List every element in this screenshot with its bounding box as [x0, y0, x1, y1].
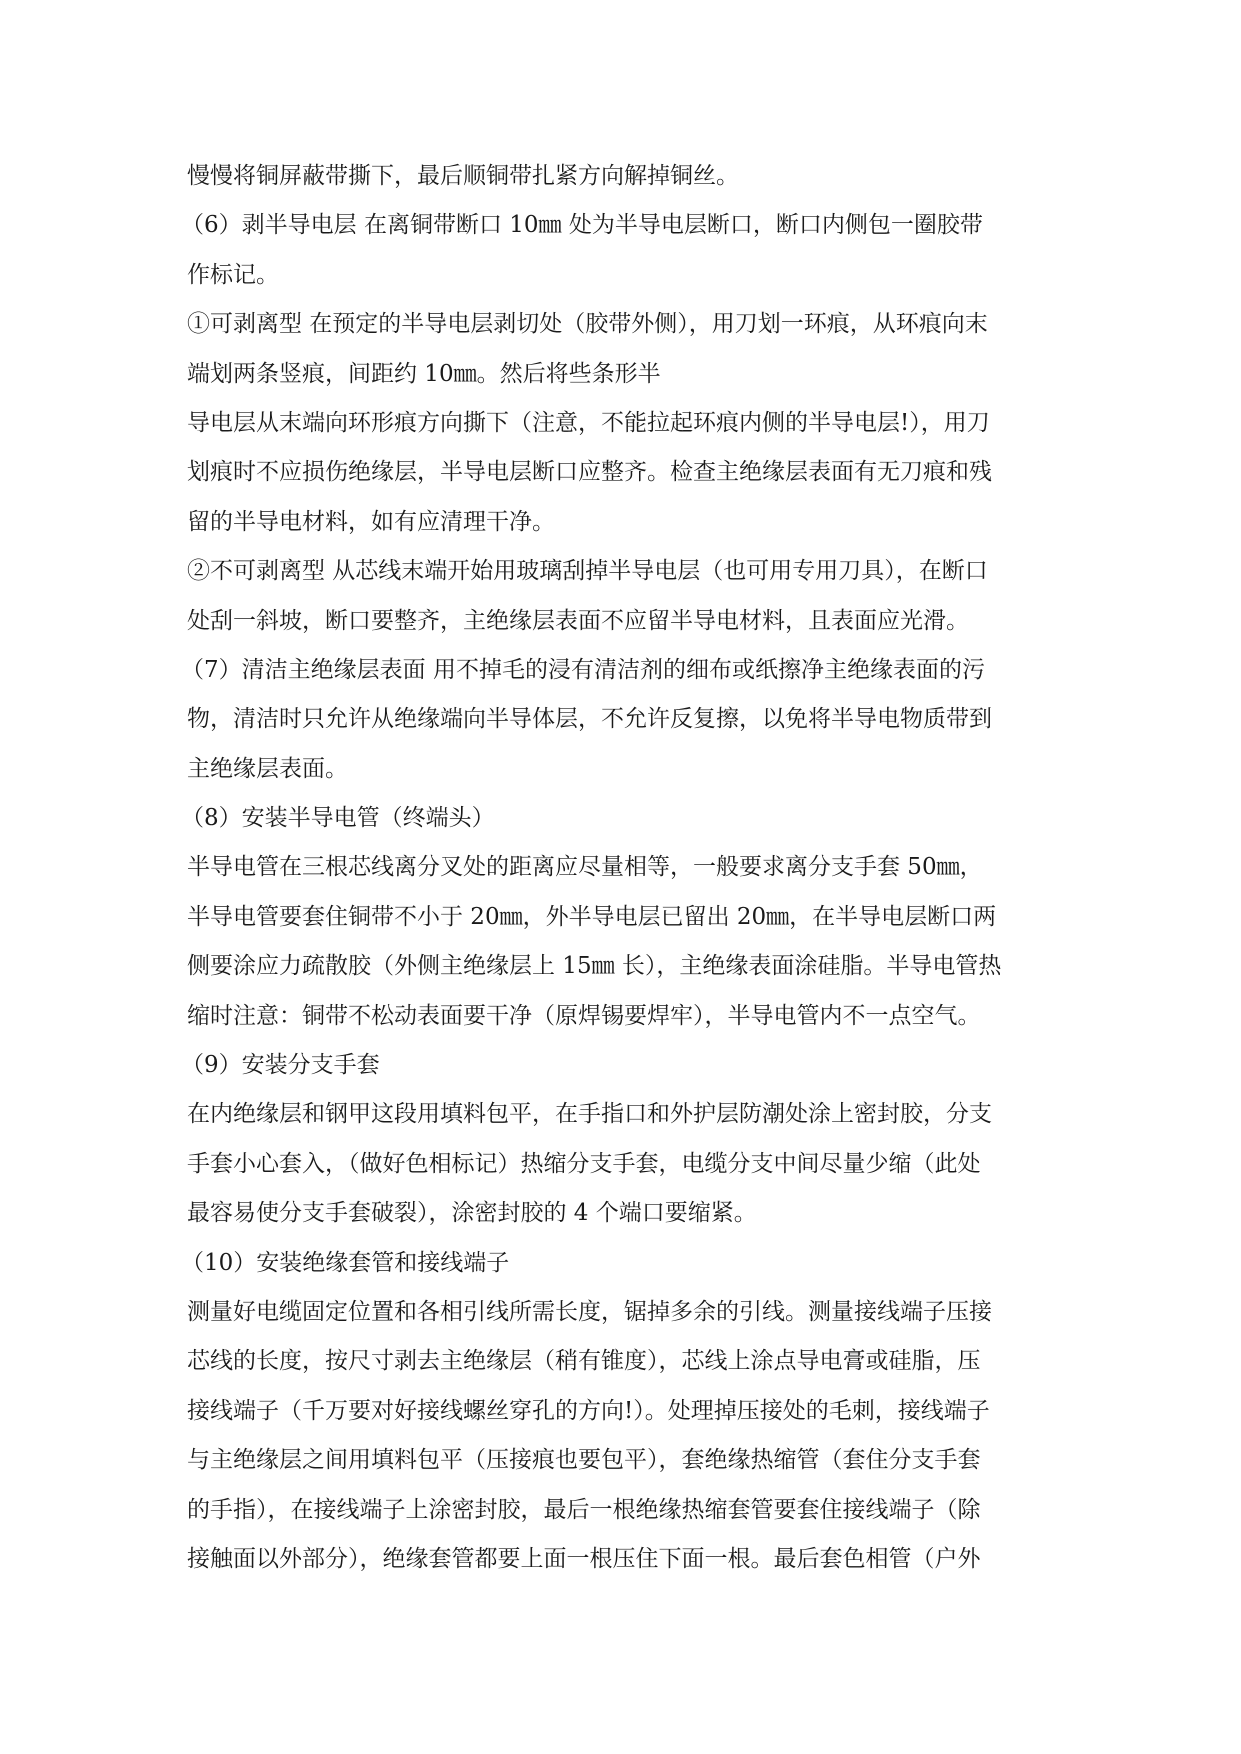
- text-line: 作标记。: [187, 261, 279, 288]
- text-line: 慢慢将铜屏蔽带撕下，最后顺铜带扎紧方向解掉铜丝。: [187, 163, 739, 189]
- text-line: 处刮一斜坡，断口要整齐，主绝缘层表面不应留半导电材料，且表面应光滑。: [187, 607, 969, 634]
- text-line: 在内绝缘层和钢甲这段用填料包平，在手指口和外护层防潮处涂上密封胶，分支: [187, 1101, 992, 1128]
- body-text: [181, 152, 1067, 1584]
- text-line: 半导电管要套住铜带不小于 20㎜，外半导电层已留出 20㎜，在半导电层断口两: [187, 903, 997, 930]
- text-line: 半导电管在三根芯线离分叉处的距离应尽量相等，一般要求离分支手套 50㎜，: [187, 854, 983, 881]
- section-heading-6: （6）剥半导电层 在离铜带断口 10㎜ 处为半导电层断口，断口内侧包一圈胶带: [181, 212, 983, 239]
- text-line: 侧要涂应力疏散胶（外侧主绝缘层上 15㎜ 长），主绝缘表面涂硅脂。半导电管热: [187, 953, 1002, 980]
- section-heading-9: （9）安装分支手套: [181, 1052, 380, 1079]
- text-line: 测量好电缆固定位置和各相引线所需长度，锯掉多余的引线。测量接线端子压接: [187, 1298, 992, 1325]
- text-line: 划痕时不应损伤绝缘层，半导电层断口应整齐。检查主绝缘层表面有无刀痕和残: [187, 459, 992, 486]
- text-line: 留的半导电材料，如有应清理干净。: [187, 508, 555, 535]
- text-line: 物，清洁时只允许从绝缘端向半导体层，不允许反复擦，以免将半导电物质带到: [187, 706, 992, 733]
- subsection-peelable: ①可剥离型 在预定的半导电层剥切处（胶带外侧），用刀划一环痕，从环痕向末: [187, 311, 988, 338]
- text-line: 手套小心套入，（做好色相标记）热缩分支手套，电缆分支中间尽量少缩（此处: [187, 1150, 981, 1177]
- subsection-non-peelable: ②不可剥离型 从芯线末端开始用玻璃刮掉半导电层（也可用专用刀具），在断口: [187, 558, 988, 585]
- text-line: 接触面以外部分），绝缘套管都要上面一根压住下面一根。最后套色相管（户外: [187, 1545, 981, 1572]
- section-heading-8: （8）安装半导电管（终端头）: [181, 805, 495, 832]
- text-line: 接线端子（千万要对好接线螺丝穿孔的方向!）。处理掉压接处的毛刺，接线端子: [187, 1397, 990, 1424]
- text-line: 缩时注意：铜带不松动表面要干净（原焊锡要焊牢），半导电管内不一点空气。: [187, 1002, 981, 1029]
- text-line: 芯线的长度，按尺寸剥去主绝缘层（稍有锥度），芯线上涂点导电膏或硅脂，压: [187, 1348, 981, 1375]
- text-line: 导电层从末端向环形痕方向撕下（注意，不能拉起环痕内侧的半导电层!），用刀: [187, 409, 990, 436]
- text-line: 的手指），在接线端子上涂密封胶，最后一根绝缘热缩套管要套住接线端子（除: [187, 1496, 981, 1523]
- section-heading-10: （10）安装绝缘套管和接线端子: [181, 1249, 510, 1276]
- text-line: 端划两条竖痕，间距约 10㎜。然后将些条形半: [187, 360, 661, 387]
- text-line: 主绝缘层表面。: [187, 755, 348, 782]
- section-heading-7: （7）清洁主绝缘层表面 用不掉毛的浸有清洁剂的细布或纸擦净主绝缘表面的污: [181, 656, 985, 683]
- text-line: 最容易使分支手套破裂），涂密封胶的 4 个端口要缩紧。: [187, 1200, 757, 1227]
- text-line: 与主绝缘层之间用填料包平（压接痕也要包平），套绝缘热缩管（套住分支手套: [187, 1447, 981, 1474]
